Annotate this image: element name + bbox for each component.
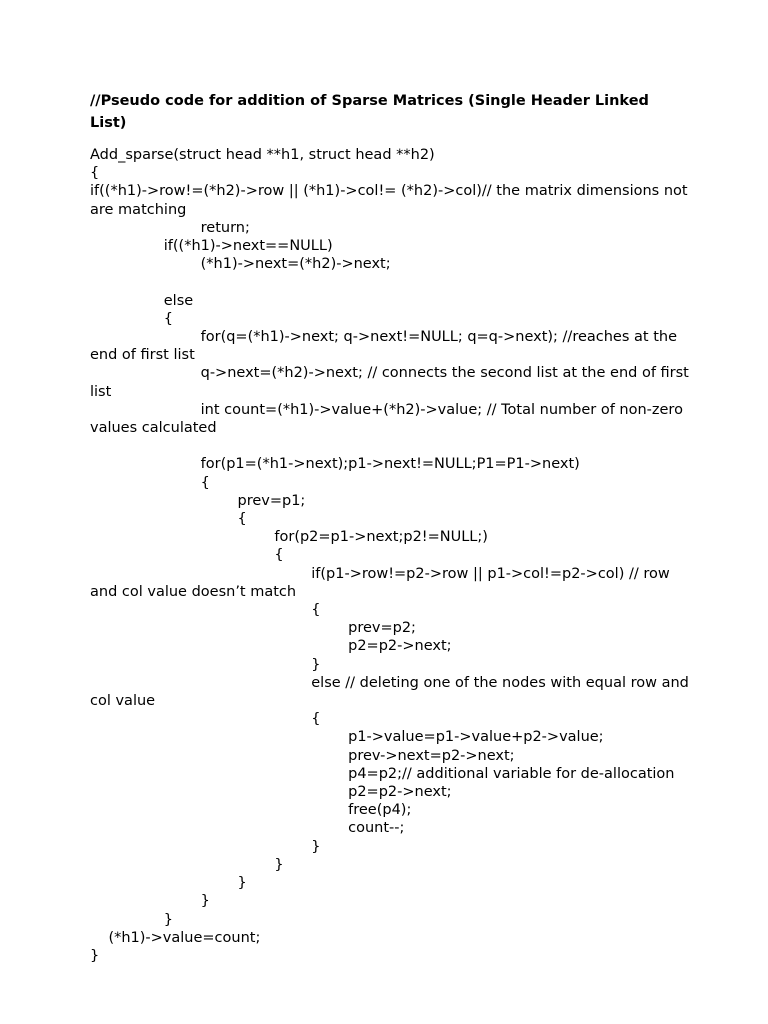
code-line: prev=p1;	[90, 492, 306, 509]
document-title: //Pseudo code for addition of Sparse Matrices (Single Header Linked List)	[90, 93, 649, 131]
pseudo-code-block	[90, 146, 694, 965]
code-line: (*h1)->value=count;	[90, 929, 261, 946]
code-line: }	[90, 856, 284, 873]
code-line: return;	[90, 219, 250, 236]
code-line: {	[90, 511, 247, 528]
code-line: for(p1=(*h1->next);p1->next!=NULL;P1=P1->next)	[90, 456, 580, 473]
code-line: }	[90, 656, 321, 673]
code-line: {	[90, 474, 210, 491]
code-line: if((*h1)->next==NULL)	[90, 238, 333, 255]
code-line	[90, 437, 690, 455]
code-line: }	[90, 838, 321, 855]
code-line: {	[90, 711, 321, 728]
code-line: p4=p2;// additional variable for de-allocation	[90, 765, 675, 782]
code-line: prev=p2;	[90, 620, 416, 637]
code-line: count--;	[90, 820, 405, 837]
code-line: {	[90, 310, 173, 327]
code-line: Add_sparse(struct head **h1, struct head **h2)	[90, 147, 435, 163]
code-line: {	[90, 165, 100, 182]
code-line: (*h1)->next=(*h2)->next;	[90, 256, 391, 273]
code-line: {	[90, 547, 284, 564]
code-line: int count=(*h1)->value+(*h2)->value; // Total number of non-zero values calculated	[90, 401, 688, 437]
code-line: {	[90, 602, 321, 619]
code-line: free(p4);	[90, 802, 412, 819]
code-line: else	[90, 292, 194, 309]
code-line: p2=p2->next;	[90, 784, 452, 801]
code-line: p1->value=p1->value+p2->value;	[90, 729, 604, 746]
code-line: q->next=(*h2)->next; // connects the second list at the end of first list	[90, 365, 694, 400]
code-line: prev->next=p2->next;	[90, 747, 515, 764]
code-line: }	[90, 947, 100, 964]
code-line: if((*h1)->row!=(*h2)->row || (*h1)->col!= (*h2)->col)// the matrix dimensions not are matching	[90, 183, 693, 218]
code-line: if(p1->row!=p2->row || p1->col!=p2->col) // row and col value doesn’t match	[90, 565, 675, 600]
code-line: }	[90, 875, 247, 892]
code-line: for(q=(*h1)->next; q->next!=NULL; q=q->next); //reaches at the end of first list	[90, 329, 682, 364]
code-line: }	[90, 893, 210, 910]
code-line: else // deleting one of the nodes with equal row and col value	[90, 674, 694, 710]
code-line: for(p2=p1->next;p2!=NULL;)	[90, 529, 488, 546]
code-line	[90, 273, 690, 291]
code-line: p2=p2->next;	[90, 638, 452, 655]
code-line: }	[90, 911, 173, 928]
